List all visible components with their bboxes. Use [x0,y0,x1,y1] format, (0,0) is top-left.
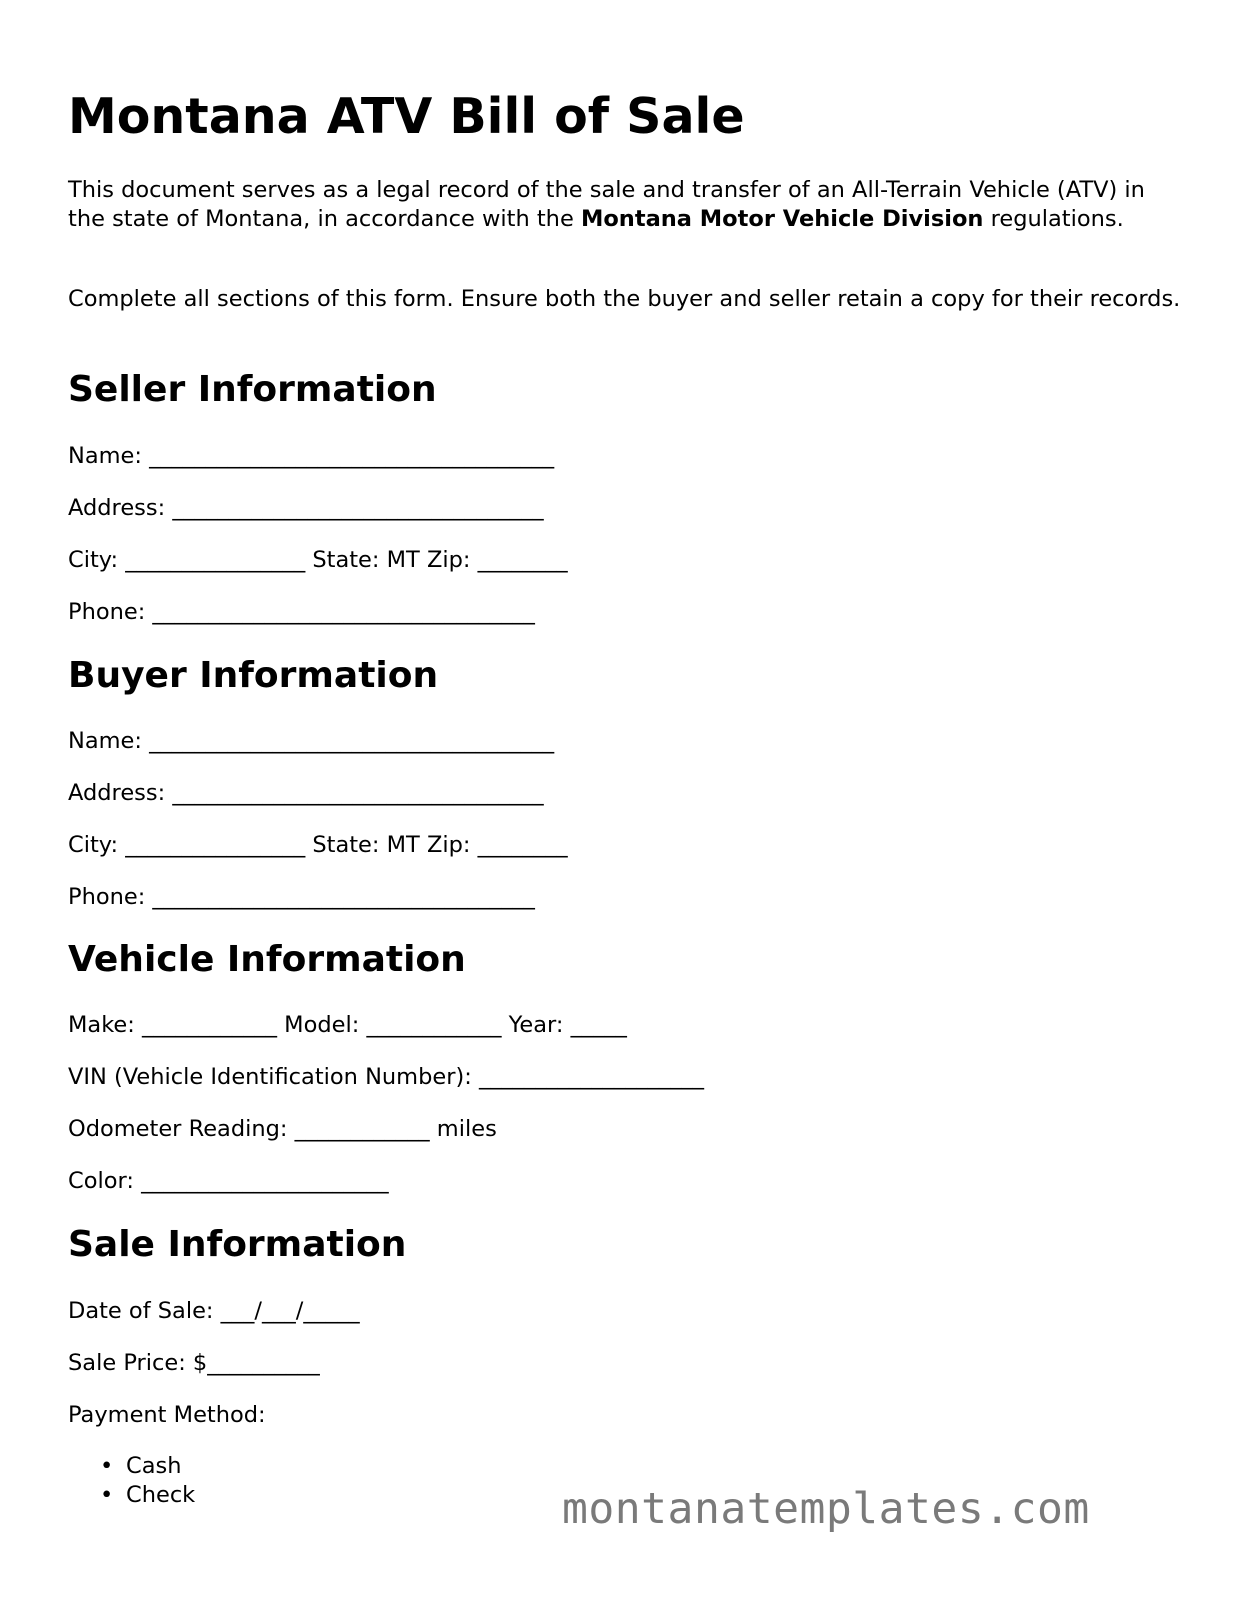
intro-paragraph [68,176,1188,233]
sale-price-field[interactable]: Sale Price: $__________ [68,1350,320,1376]
buyer-heading: Buyer Information [68,655,439,696]
vehicle-odometer-field[interactable]: Odometer Reading: ____________ miles [68,1116,497,1142]
seller-heading: Seller Information [68,369,437,410]
seller-name-field[interactable]: Name: ____________________________________ [68,443,555,469]
intro-text-after: regulations. [983,205,1124,232]
document-title: Montana ATV Bill of Sale [68,88,745,145]
payment-method-label: Payment Method: [68,1402,266,1428]
vehicle-color-field[interactable]: Color: ______________________ [68,1168,389,1194]
intro-bold-agency: Montana Motor Vehicle Division [580,205,984,232]
buyer-address-field[interactable]: Address: _________________________________ [68,780,544,806]
vehicle-make-model-year-field[interactable]: Make: ____________ Model: ____________ Year: _____ [68,1012,627,1038]
payment-option-check[interactable]: • Check [68,1481,195,1510]
intro-text-before: This document serves as a legal record of the sale and transfer of an All-Terrain Vehicle (ATV) in the state of Montana, in accordance with the [68,177,1145,232]
buyer-phone-field[interactable]: Phone: __________________________________ [68,884,535,910]
seller-address-field[interactable]: Address: _________________________________ [68,495,544,521]
buyer-name-field[interactable]: Name: ____________________________________ [68,728,555,754]
instructions-paragraph: Complete all sections of this form. Ensure both the buyer and seller retain a copy for their records. [68,286,1181,312]
payment-option-cash[interactable]: • Cash [68,1452,195,1481]
buyer-city-state-zip-field[interactable]: City: ________________ State: MT Zip: ________ [68,832,568,858]
vehicle-heading: Vehicle Information [68,939,466,980]
sale-date-field[interactable]: Date of Sale: ___/___/_____ [68,1298,360,1324]
seller-city-state-zip-field[interactable]: City: ________________ State: MT Zip: ________ [68,547,568,573]
sale-heading: Sale Information [68,1224,407,1265]
seller-phone-field[interactable]: Phone: __________________________________ [68,599,535,625]
payment-method-list [68,1452,195,1509]
watermark-text: montanatemplates.com [562,1484,1090,1534]
vehicle-vin-field[interactable]: VIN (Vehicle Identification Number): ____________________ [68,1064,704,1090]
